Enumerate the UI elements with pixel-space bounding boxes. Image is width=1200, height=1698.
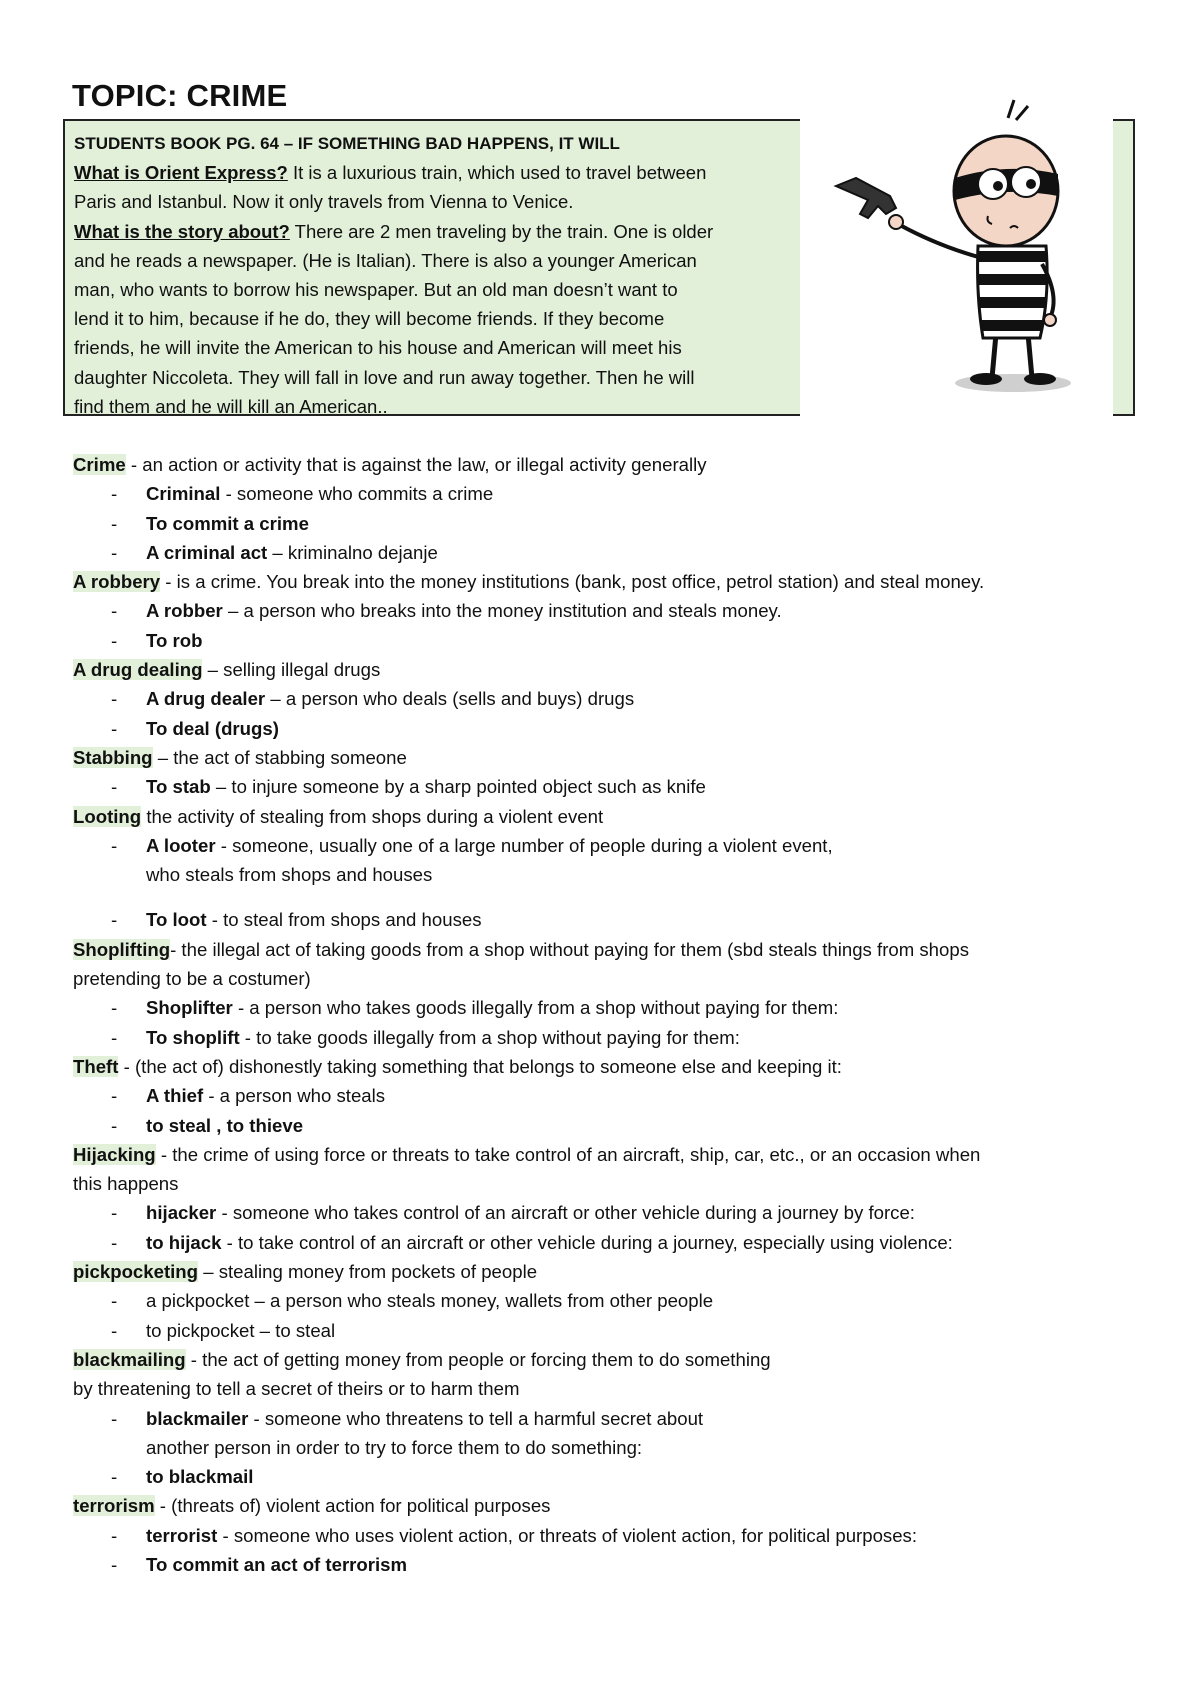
list-item: - To commit an act of terrorism (111, 1553, 408, 1575)
list-item: - A robber – a person who breaks into the money institution and steals money. (111, 600, 782, 622)
vocabulary-list (73, 450, 1153, 1579)
term-definition: - (the act of) dishonestly taking something that belongs to someone else and keeping it: (118, 1055, 842, 1077)
term-word: A robbery (73, 571, 161, 593)
list-item-continued: who steals from shops and houses (146, 864, 433, 886)
term-entry-looting (73, 802, 1153, 831)
term-word: A drug dealing (73, 659, 203, 681)
answer-text: lend it to him, because if he do, they will become friends. If they become (74, 308, 665, 330)
list-item: - To loot - to steal from shops and houses (111, 909, 482, 931)
list-item-continued: another person in order to try to force them to do something: (146, 1436, 643, 1458)
term-word: Shoplifting (73, 938, 171, 960)
box-right-edge (1113, 119, 1135, 416)
term-definition: - the crime of using force or threats to take control of an aircraft, ship, car, etc., or an occasion when (155, 1143, 981, 1165)
gun-icon (836, 178, 896, 218)
answer-text: Paris and Istanbul. Now it only travels from Vienna to Venice. (74, 191, 574, 213)
term-word: Theft (73, 1055, 119, 1077)
spacer (73, 889, 1153, 905)
term-definition: - is a crime. You break into the money institutions (bank, post office, petrol station) and steal money. (160, 571, 985, 593)
list-item: - To rob (111, 629, 203, 651)
list-item: - a pickpocket – a person who steals money, wallets from other people (111, 1290, 714, 1312)
story-header: STUDENTS BOOK PG. 64 – IF SOMETHING BAD HAPPENS, IT WILL (74, 134, 620, 153)
answer-text: daughter Niccoleta. They will fall in love and run away together. Then he will (74, 366, 695, 388)
term-definition: - the act of getting money from people or forcing them to do something (185, 1348, 771, 1370)
list-item: - to blackmail (111, 1466, 254, 1488)
answer-text: friends, he will invite the American to his house and American will meet his (74, 337, 682, 359)
term-word: pickpocketing (73, 1261, 199, 1283)
answer-text: and he reads a newspaper. (He is Italian). There is also a younger American (74, 249, 697, 271)
term-definition: - an action or activity that is against the law, or illegal activity generally (125, 454, 707, 475)
list-item: - Criminal - someone who commits a crime (111, 483, 494, 505)
term-entry-pickpocketing (73, 1257, 1153, 1286)
term-definition: – selling illegal drugs (202, 659, 381, 681)
story-box (63, 119, 800, 416)
list-item: - terrorist - someone who uses violent action, or threats of violent action, for political purposes: (111, 1524, 918, 1546)
robber-illustration (828, 96, 1098, 396)
term-definition: the activity of stealing from shops during a violent event (141, 805, 604, 827)
term-definition-continued: by threatening to tell a secret of theirs or to harm them (73, 1378, 520, 1400)
term-definition-continued: pretending to be a costumer) (73, 968, 311, 990)
question-story: What is the story about? (74, 220, 290, 242)
term-entry-crime (73, 450, 1153, 479)
list-item: - To shoplift - to take goods illegally from a shop without paying for them: (111, 1026, 740, 1048)
list-item: - to pickpocket – to steal (111, 1319, 336, 1341)
term-word: Stabbing (73, 746, 153, 768)
term-word: Crime (73, 454, 126, 475)
term-entry-shoplifting (73, 935, 1153, 964)
answer-text: man, who wants to borrow his newspaper. But an old man doesn’t want to (74, 279, 678, 301)
list-item: - to hijack - to take control of an aircraft or other vehicle during a journey, especially using violence: (111, 1231, 953, 1253)
term-definition: - the illegal act of taking goods from a shop without paying for them (sbd steals things from shops (170, 938, 969, 960)
term-entry-hijacking (73, 1140, 1153, 1169)
term-definition: – stealing money from pockets of people (198, 1261, 538, 1283)
list-item: - hijacker - someone who takes control of an aircraft or other vehicle during a journey by force: (111, 1202, 915, 1224)
term-definition: – the act of stabbing someone (152, 746, 407, 768)
list-item: - A criminal act – kriminalno dejanje (111, 541, 438, 563)
list-item: - A drug dealer – a person who deals (sells and buys) drugs (111, 688, 635, 710)
term-entry-robbery (73, 567, 1153, 596)
answer-text: find them and he will kill an American.. (74, 395, 388, 417)
answer-text: There are 2 men traveling by the train. One is older (289, 220, 714, 242)
term-entry-drug-dealing (73, 655, 1153, 684)
page-title: TOPIC: CRIME (72, 78, 288, 113)
term-word: terrorism (73, 1495, 155, 1517)
term-entry-blackmailing (73, 1345, 1153, 1374)
question-orient-express: What is Orient Express? (74, 162, 288, 184)
term-definition-continued: this happens (73, 1173, 179, 1195)
list-item: - A looter - someone, usually one of a large number of people during a violent event, (111, 834, 833, 856)
list-item: - To commit a crime (111, 512, 309, 534)
list-item: - To stab – to injure someone by a sharp pointed object such as knife (111, 776, 706, 798)
term-entry-theft (73, 1052, 1153, 1081)
list-item: - A thief - a person who steals (111, 1085, 386, 1107)
list-item: - To deal (drugs) (111, 717, 279, 739)
term-word: blackmailing (73, 1348, 186, 1370)
list-item: - blackmailer - someone who threatens to tell a harmful secret about (111, 1407, 704, 1429)
list-item: - Shoplifter - a person who takes goods illegally from a shop without paying for them: (111, 997, 839, 1019)
list-item: - to steal , to thieve (111, 1114, 304, 1136)
term-entry-terrorism (73, 1491, 1153, 1520)
term-definition: - (threats of) violent action for political purposes (154, 1495, 551, 1517)
story-q2-line (74, 217, 800, 246)
term-word: Hijacking (73, 1143, 156, 1165)
answer-text: It is a luxurious train, which used to travel between (287, 162, 707, 184)
story-q1-line (74, 158, 800, 187)
term-word: Looting (73, 805, 142, 827)
term-entry-stabbing (73, 743, 1153, 772)
